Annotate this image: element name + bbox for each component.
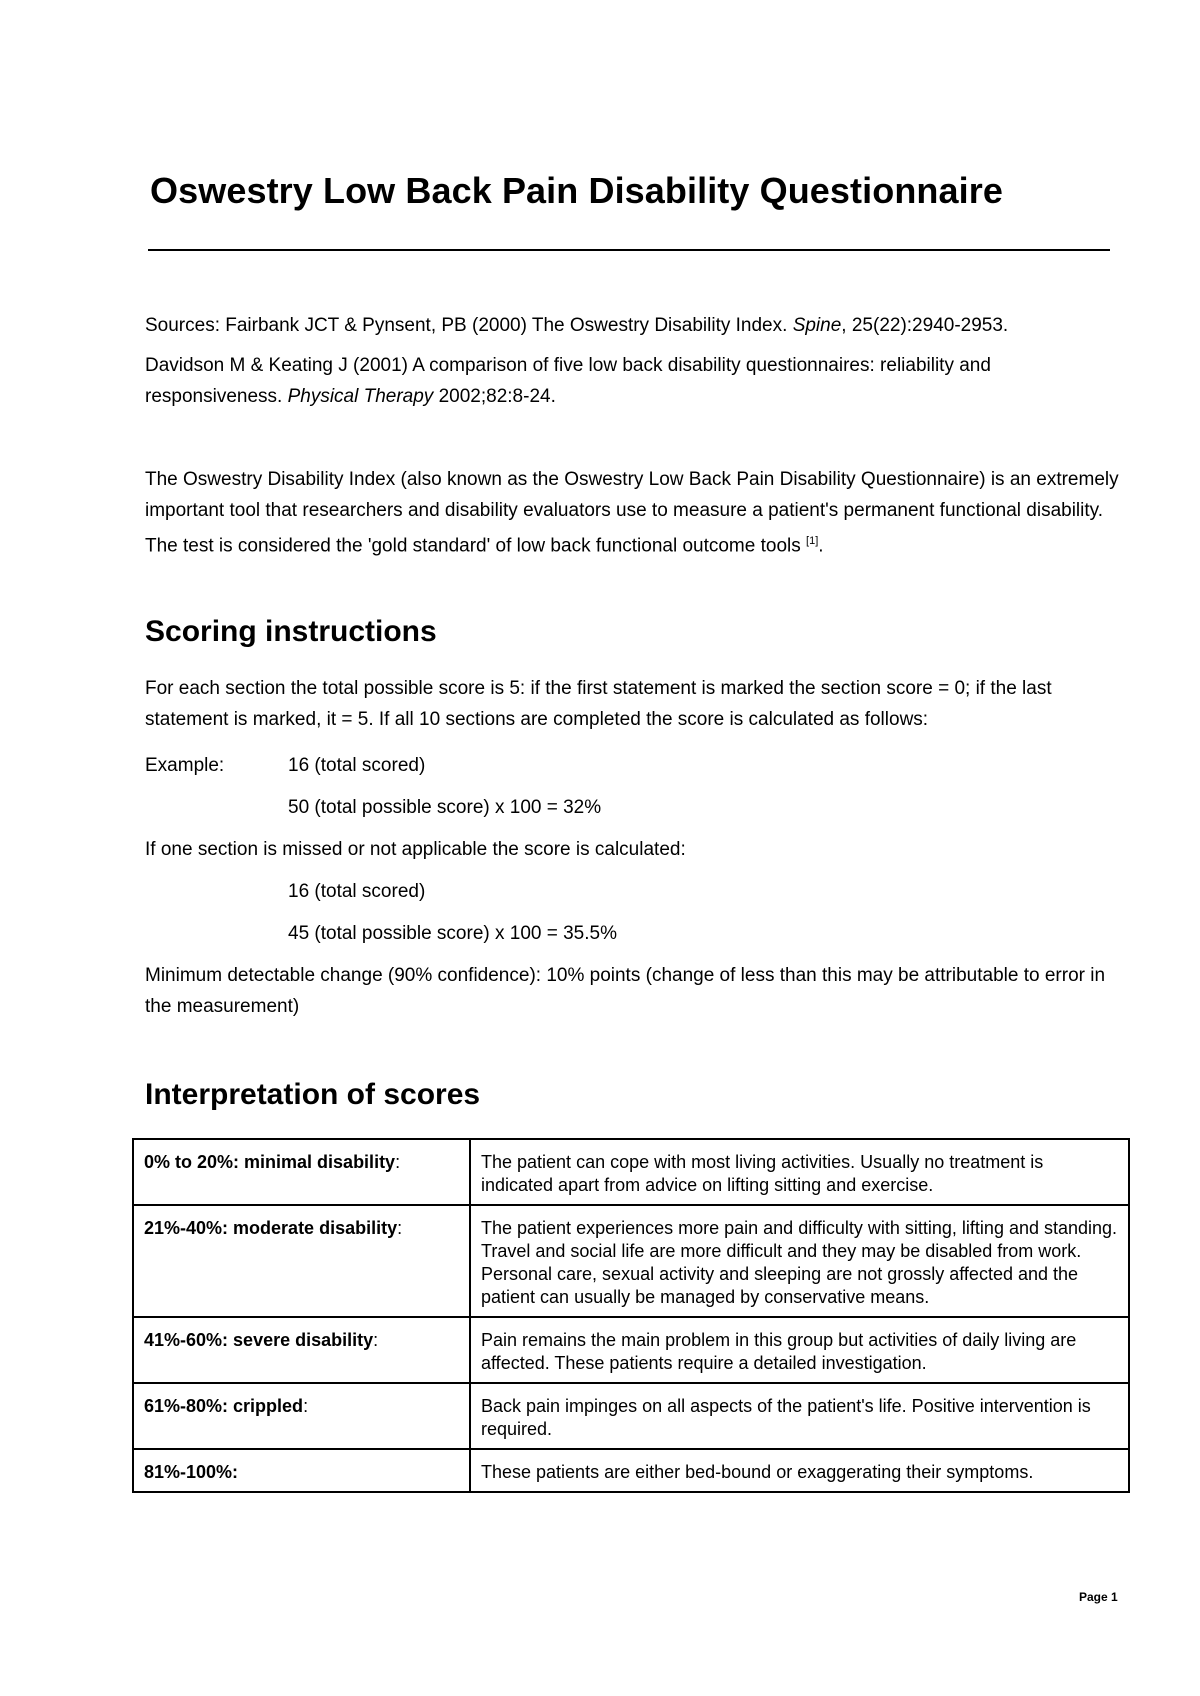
- table-row: [133, 1383, 1129, 1449]
- example-numerator: 16 (total scored): [288, 755, 426, 776]
- range-suffix: :: [373, 1330, 379, 1350]
- source-citation-2: [145, 350, 1120, 412]
- citation-2-journal: Physical Therapy: [287, 386, 434, 407]
- range-cell: [133, 1205, 470, 1317]
- title-underline: [148, 249, 1110, 251]
- missed-denominator: 45 (total possible score) x 100 = 35.5%: [288, 923, 617, 944]
- description-cell: The patient can cope with most living activities. Usually no treatment is indicated apart from advice on lifting sitting and exercise.: [470, 1139, 1129, 1205]
- range-suffix: :: [395, 1152, 401, 1172]
- minimum-detectable-change: Minimum detectable change (90% confidence): 10% points (change of less than this may be attributable to error in the measurement): [145, 965, 1106, 1017]
- description-cell: Pain remains the main problem in this group but activities of daily living are affected. These patients require a detailed investigation.: [470, 1317, 1129, 1383]
- scoring-instructions: For each section the total possible score is 5: if the first statement is marked the section score = 0; if the last statement is marked, it = 5. If all 10 sections are completed the score is calculated as follows:: [145, 678, 1052, 730]
- table-row: [133, 1449, 1129, 1492]
- range-label: 0% to 20%: minimal disability: [144, 1152, 396, 1172]
- range-label: 21%-40%: moderate disability: [144, 1218, 398, 1238]
- table-row: [133, 1205, 1129, 1317]
- intro-reference: [1]: [806, 535, 819, 547]
- range-cell: [133, 1383, 470, 1449]
- citation-1-suffix: , 25(22):2940-2953.: [841, 315, 1009, 336]
- interpretation-heading: Interpretation of scores: [145, 1078, 481, 1111]
- description-cell: These patients are either bed-bound or exaggerating their symptoms.: [470, 1449, 1129, 1492]
- intro-paragraph: [145, 464, 1120, 561]
- range-cell: [133, 1139, 470, 1205]
- table-row: [133, 1139, 1129, 1205]
- range-label: 61%-80%: crippled: [144, 1396, 304, 1416]
- range-suffix: :: [397, 1218, 403, 1238]
- range-label: 41%-60%: severe disability: [144, 1330, 374, 1350]
- source-citation-1: [145, 310, 1120, 341]
- description-cell: Back pain impinges on all aspects of the patient's life. Positive intervention is required.: [470, 1383, 1129, 1449]
- example-label: Example:: [145, 755, 225, 776]
- citation-1-text: Sources: Fairbank JCT & Pynsent, PB (2000) The Oswestry Disability Index.: [145, 315, 788, 336]
- citation-1-journal: Spine: [792, 315, 842, 336]
- scoring-heading: Scoring instructions: [145, 615, 437, 648]
- table-row: [133, 1317, 1129, 1383]
- example-denominator: 50 (total possible score) x 100 = 32%: [288, 797, 602, 818]
- intro-end: .: [818, 535, 824, 557]
- interpretation-table: [132, 1138, 1130, 1493]
- missed-numerator: 16 (total scored): [288, 881, 426, 902]
- page-number: Page 1: [1079, 1590, 1118, 1604]
- citation-2-text: Davidson M & Keating J (2001) A comparison of five low back disability questionnaires: reliability and responsiveness.: [145, 355, 991, 407]
- description-cell: The patient experiences more pain and difficulty with sitting, lifting and standing. Travel and social life are more difficult and they may be disabled from work. Personal care, sexual activity and sleeping are not grossly affected and the patient can usually be managed by conservative means.: [470, 1205, 1129, 1317]
- range-suffix: :: [303, 1396, 309, 1416]
- range-cell: [133, 1449, 470, 1492]
- range-label: 81%-100%:: [144, 1462, 239, 1482]
- document-title: Oswestry Low Back Pain Disability Questionnaire: [150, 170, 1003, 211]
- citation-2-suffix: 2002;82:8-24.: [433, 386, 556, 407]
- range-cell: [133, 1317, 470, 1383]
- intro-text: The Oswestry Disability Index (also known as the Oswestry Low Back Pain Disability Questionnaire) is an extremely important tool that researchers and disability evaluators use to measure a patient's permanent functional disability. The test is considered the 'gold standard' of low back functional outcome tools: [145, 469, 1119, 557]
- missed-section-text: If one section is missed or not applicable the score is calculated:: [145, 839, 686, 860]
